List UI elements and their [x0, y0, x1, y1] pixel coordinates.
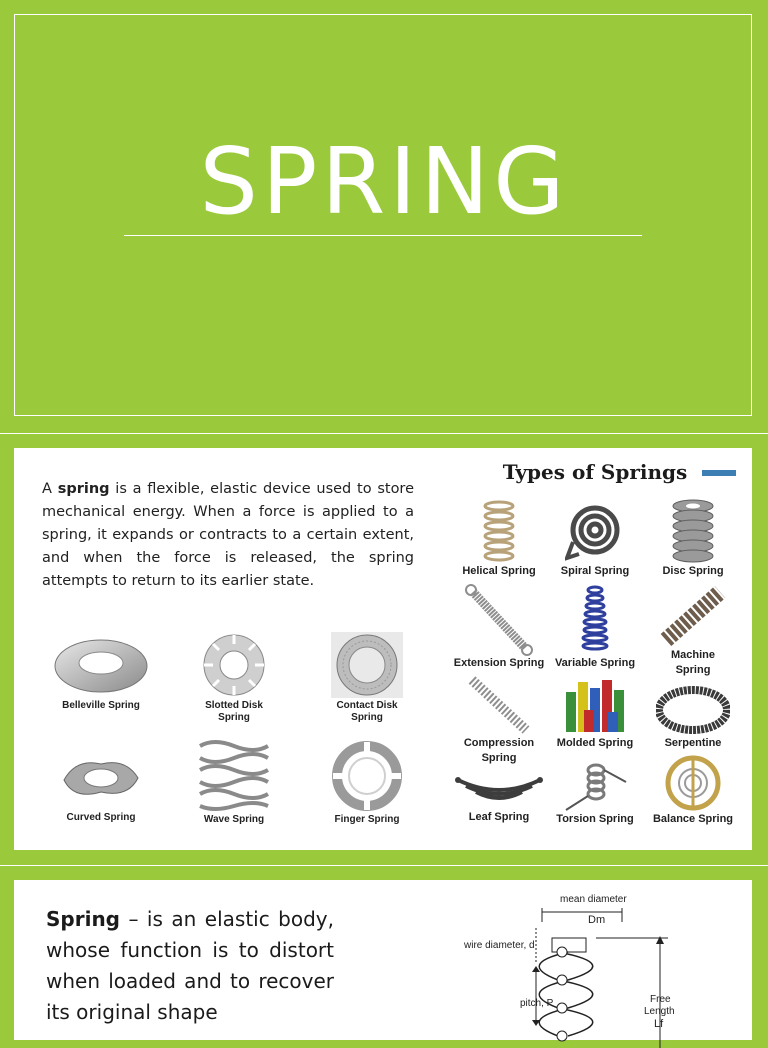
extension-spring-icon	[459, 584, 539, 656]
belleville-spring-icon	[51, 632, 151, 698]
serpentine-spring-icon	[656, 684, 730, 736]
type-label: Spiral Spring	[560, 565, 630, 577]
mean-diameter-label: mean diameter	[560, 894, 627, 905]
slide-title: SPRING	[199, 128, 569, 235]
type-serpentine	[644, 684, 742, 751]
curved-spring-icon	[56, 744, 146, 810]
slide-card	[14, 880, 752, 1040]
disc-spring-icon	[668, 498, 718, 564]
slotted-disk-spring-item	[167, 632, 301, 724]
definition-slide	[0, 866, 768, 1030]
spring-diagram-icon	[446, 888, 686, 1048]
type-torsion-spring	[546, 760, 644, 827]
wave-spring-item	[167, 736, 301, 826]
type-label: Extension Spring	[453, 657, 545, 669]
type-label: Variable Spring	[554, 657, 636, 669]
disk-spring-label: Contact Disk Spring	[336, 700, 398, 723]
title-underline	[124, 235, 642, 236]
types-title: Types of Springs	[502, 460, 688, 484]
type-label: Helical Spring	[462, 565, 536, 577]
slide-card	[14, 448, 752, 850]
free-length-label-2: Length	[644, 1006, 675, 1017]
pitch-label: pitch, P	[520, 998, 554, 1009]
slotted-disk-spring-icon	[194, 632, 274, 698]
curved-spring-item	[34, 744, 168, 824]
spring-dimension-diagram	[446, 888, 686, 1048]
type-spiral-spring	[546, 502, 644, 579]
variable-spring-icon	[575, 584, 615, 656]
lf-label: Lf	[654, 1018, 664, 1030]
spring-definition	[46, 904, 334, 1028]
finger-spring-icon	[325, 740, 409, 812]
type-label: Serpentine	[664, 737, 722, 749]
spring-term: Spring	[46, 907, 120, 931]
disk-spring-label: Slotted Disk Spring	[205, 700, 263, 723]
belleville-spring-item	[34, 632, 168, 712]
disk-spring-grid	[34, 632, 434, 848]
type-label: Molded Spring	[556, 737, 634, 749]
type-label: Disc Spring	[662, 565, 724, 577]
type-label: Machine Spring	[670, 649, 715, 676]
spiral-spring-icon	[565, 502, 625, 564]
wave-spring-icon	[194, 736, 274, 812]
type-molded-spring	[546, 674, 644, 751]
disk-spring-label: Curved Spring	[66, 812, 136, 823]
machine-spring-icon	[658, 584, 728, 648]
finger-spring-item	[300, 740, 434, 826]
balance-spring-icon	[664, 754, 722, 812]
spring-definition-text: – is an elastic body, whose function is to distort when loaded and to recover its original shape	[46, 907, 334, 1024]
free-length-label-1: Free	[650, 994, 671, 1005]
types-slide	[0, 434, 768, 864]
definition-paragraph	[42, 478, 414, 593]
logo-badge	[702, 470, 736, 476]
type-disc-spring	[644, 498, 742, 579]
title-slide	[0, 0, 768, 432]
type-extension-spring	[450, 584, 548, 671]
disk-spring-label: Finger Spring	[334, 814, 400, 825]
type-variable-spring	[546, 584, 644, 671]
definition-term: spring	[57, 481, 110, 497]
wire-diameter-label: wire diameter, d	[464, 940, 535, 951]
type-helical-spring	[450, 500, 548, 579]
type-machine-spring	[644, 584, 742, 678]
dm-label: Dm	[588, 914, 606, 926]
type-balance-spring	[644, 754, 742, 827]
types-of-springs-panel	[440, 452, 750, 848]
disk-spring-label: Belleville Spring	[62, 700, 140, 711]
helical-spring-icon	[479, 500, 519, 564]
type-compression-spring	[450, 674, 548, 766]
disk-spring-label: Wave Spring	[203, 814, 265, 825]
contact-disk-spring-icon	[327, 632, 407, 698]
definition-prefix: A	[42, 481, 58, 497]
type-leaf-spring	[450, 770, 548, 825]
molded-spring-icon	[560, 674, 630, 736]
compression-spring-icon	[464, 674, 534, 736]
contact-disk-spring-item	[300, 632, 434, 724]
torsion-spring-icon	[560, 760, 630, 812]
type-label: Balance Spring	[652, 813, 734, 825]
type-label: Leaf Spring	[468, 811, 530, 823]
type-label: Torsion Spring	[556, 813, 634, 825]
definition-text: is a flexible, elastic device used to store mechanical energy. When a force is applied to a spring, it expands or contracts to a certain extent, and when the force is released, the spring attempts to return to its earlier state.	[42, 481, 415, 589]
leaf-spring-icon	[454, 770, 544, 810]
type-label: Compression Spring	[463, 737, 535, 764]
